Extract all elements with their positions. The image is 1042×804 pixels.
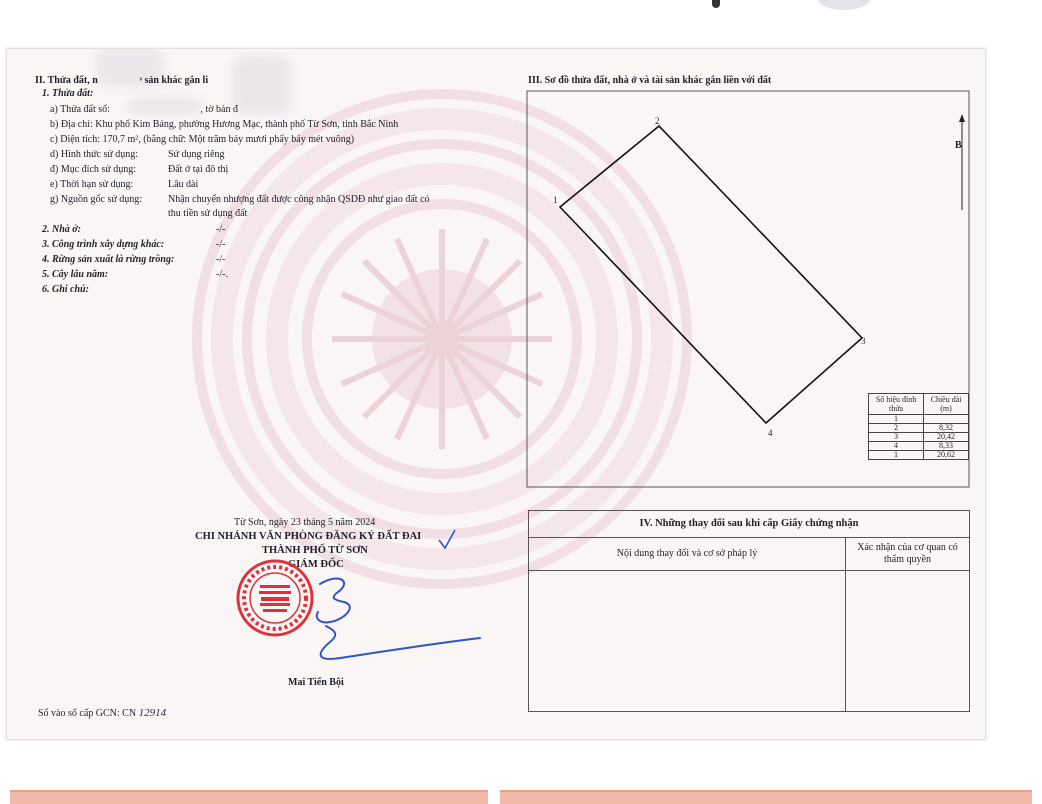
edge-length-table <box>868 393 969 460</box>
registry-number: Sổ vào sổ cấp GCN: CN 12914 <box>38 707 167 719</box>
heading-perennial: 5. Cây lâu năm: <box>42 269 109 280</box>
issuing-office-city: THÀNH PHỐ TỪ SƠN <box>262 545 368 556</box>
land-plot-outline <box>560 126 862 423</box>
changes-title: IV. Những thay đổi sau khi cấp Giấy chứng nhận <box>529 511 969 538</box>
north-arrow-head <box>959 114 965 122</box>
north-label: B <box>955 140 962 151</box>
house-value: -/- <box>216 224 226 235</box>
section-title-iii: III. Sơ đồ thửa đất, nhà ở và tài sản khác gắn liền với đất <box>528 75 772 86</box>
changes-column-header: Nội dung thay đổi và cơ sở pháp lý <box>529 538 845 571</box>
usage-term-value: Lâu dài <box>168 179 199 190</box>
section-title-ii: II. Thửa đất, n ˢ sản khác gắn li <box>35 75 209 86</box>
issuing-office: CHI NHÁNH VĂN PHÒNG ĐĂNG KÝ ĐẤT ĐAI <box>195 531 422 542</box>
table-header-length: Chiều dài (m) <box>924 394 969 415</box>
table-row: 1 20,62 <box>869 451 969 460</box>
changes-column-confirmation <box>846 538 969 711</box>
top-mark <box>712 0 720 8</box>
vertex-label-2: 2 <box>655 116 660 126</box>
usage-origin-label: g) Nguồn gốc sử dụng: <box>50 194 143 205</box>
signer-name: Mai Tiến Bội <box>288 677 344 688</box>
signature-tick <box>437 528 457 550</box>
vertex-label-3: 3 <box>861 336 866 346</box>
usage-form-label: d) Hình thức sử dụng: <box>50 149 139 160</box>
plot-number: a) Thửa đất số: , tờ bản đ <box>50 104 238 115</box>
table-row: 1 <box>869 415 969 424</box>
heading-house: 2. Nhà ở: <box>42 224 81 235</box>
plot-area: c) Diện tích: 170,7 m², (bằng chữ: Một trăm bảy mươi phẩy bảy mét vuông) <box>50 134 355 145</box>
table-row: 3 20,42 <box>869 433 969 442</box>
heading-forest: 4. Rừng sản xuất là rừng trồng: <box>42 254 175 265</box>
vertex-label-4: 4 <box>768 428 773 438</box>
handwritten-signature <box>300 572 490 672</box>
top-band <box>0 0 1042 48</box>
redaction-blur <box>232 55 292 115</box>
changes-column-content <box>529 538 846 711</box>
top-blob <box>818 0 870 10</box>
usage-form-value: Sử dụng riêng <box>168 149 225 160</box>
next-page-strip <box>0 776 1042 800</box>
perennial-value: -/-. <box>216 269 228 280</box>
changes-table <box>528 510 970 712</box>
table-row: 2 8,32 <box>869 424 969 433</box>
usage-term-label: e) Thời hạn sử dụng: <box>50 179 134 190</box>
plot-address: b) Địa chỉ: Khu phố Kim Bảng, phường Hương Mạc, thành phố Từ Sơn, tỉnh Bắc Ninh <box>50 119 399 130</box>
usage-purpose-label: đ) Mục đích sử dụng: <box>50 164 136 175</box>
other-construction-value: -/- <box>216 239 226 250</box>
forest-value: -/- <box>216 254 226 265</box>
usage-origin-value-2: thu tiền sử dụng đất <box>168 208 248 219</box>
table-header-vertex: Số hiệu đỉnh thửa <box>869 394 924 415</box>
confirmation-column-header: Xác nhận của cơ quan có thẩm quyền <box>846 538 969 571</box>
heading-land-plot: 1. Thửa đất: <box>42 88 94 99</box>
issue-date: Từ Sơn, ngày 23 tháng 5 năm 2024 <box>234 517 376 528</box>
usage-origin-value-1: Nhận chuyển nhượng đất được công nhận QSDĐ như giao đất có <box>168 194 430 205</box>
signer-role: GIÁM ĐỐC <box>288 559 344 570</box>
table-row: 4 8,33 <box>869 442 969 451</box>
heading-notes: 6. Ghi chú: <box>42 284 89 295</box>
heading-other-construction: 3. Công trình xây dựng khác: <box>42 239 165 250</box>
usage-purpose-value: Đất ở tại đô thị <box>168 164 229 175</box>
vertex-label-1: 1 <box>553 195 558 205</box>
